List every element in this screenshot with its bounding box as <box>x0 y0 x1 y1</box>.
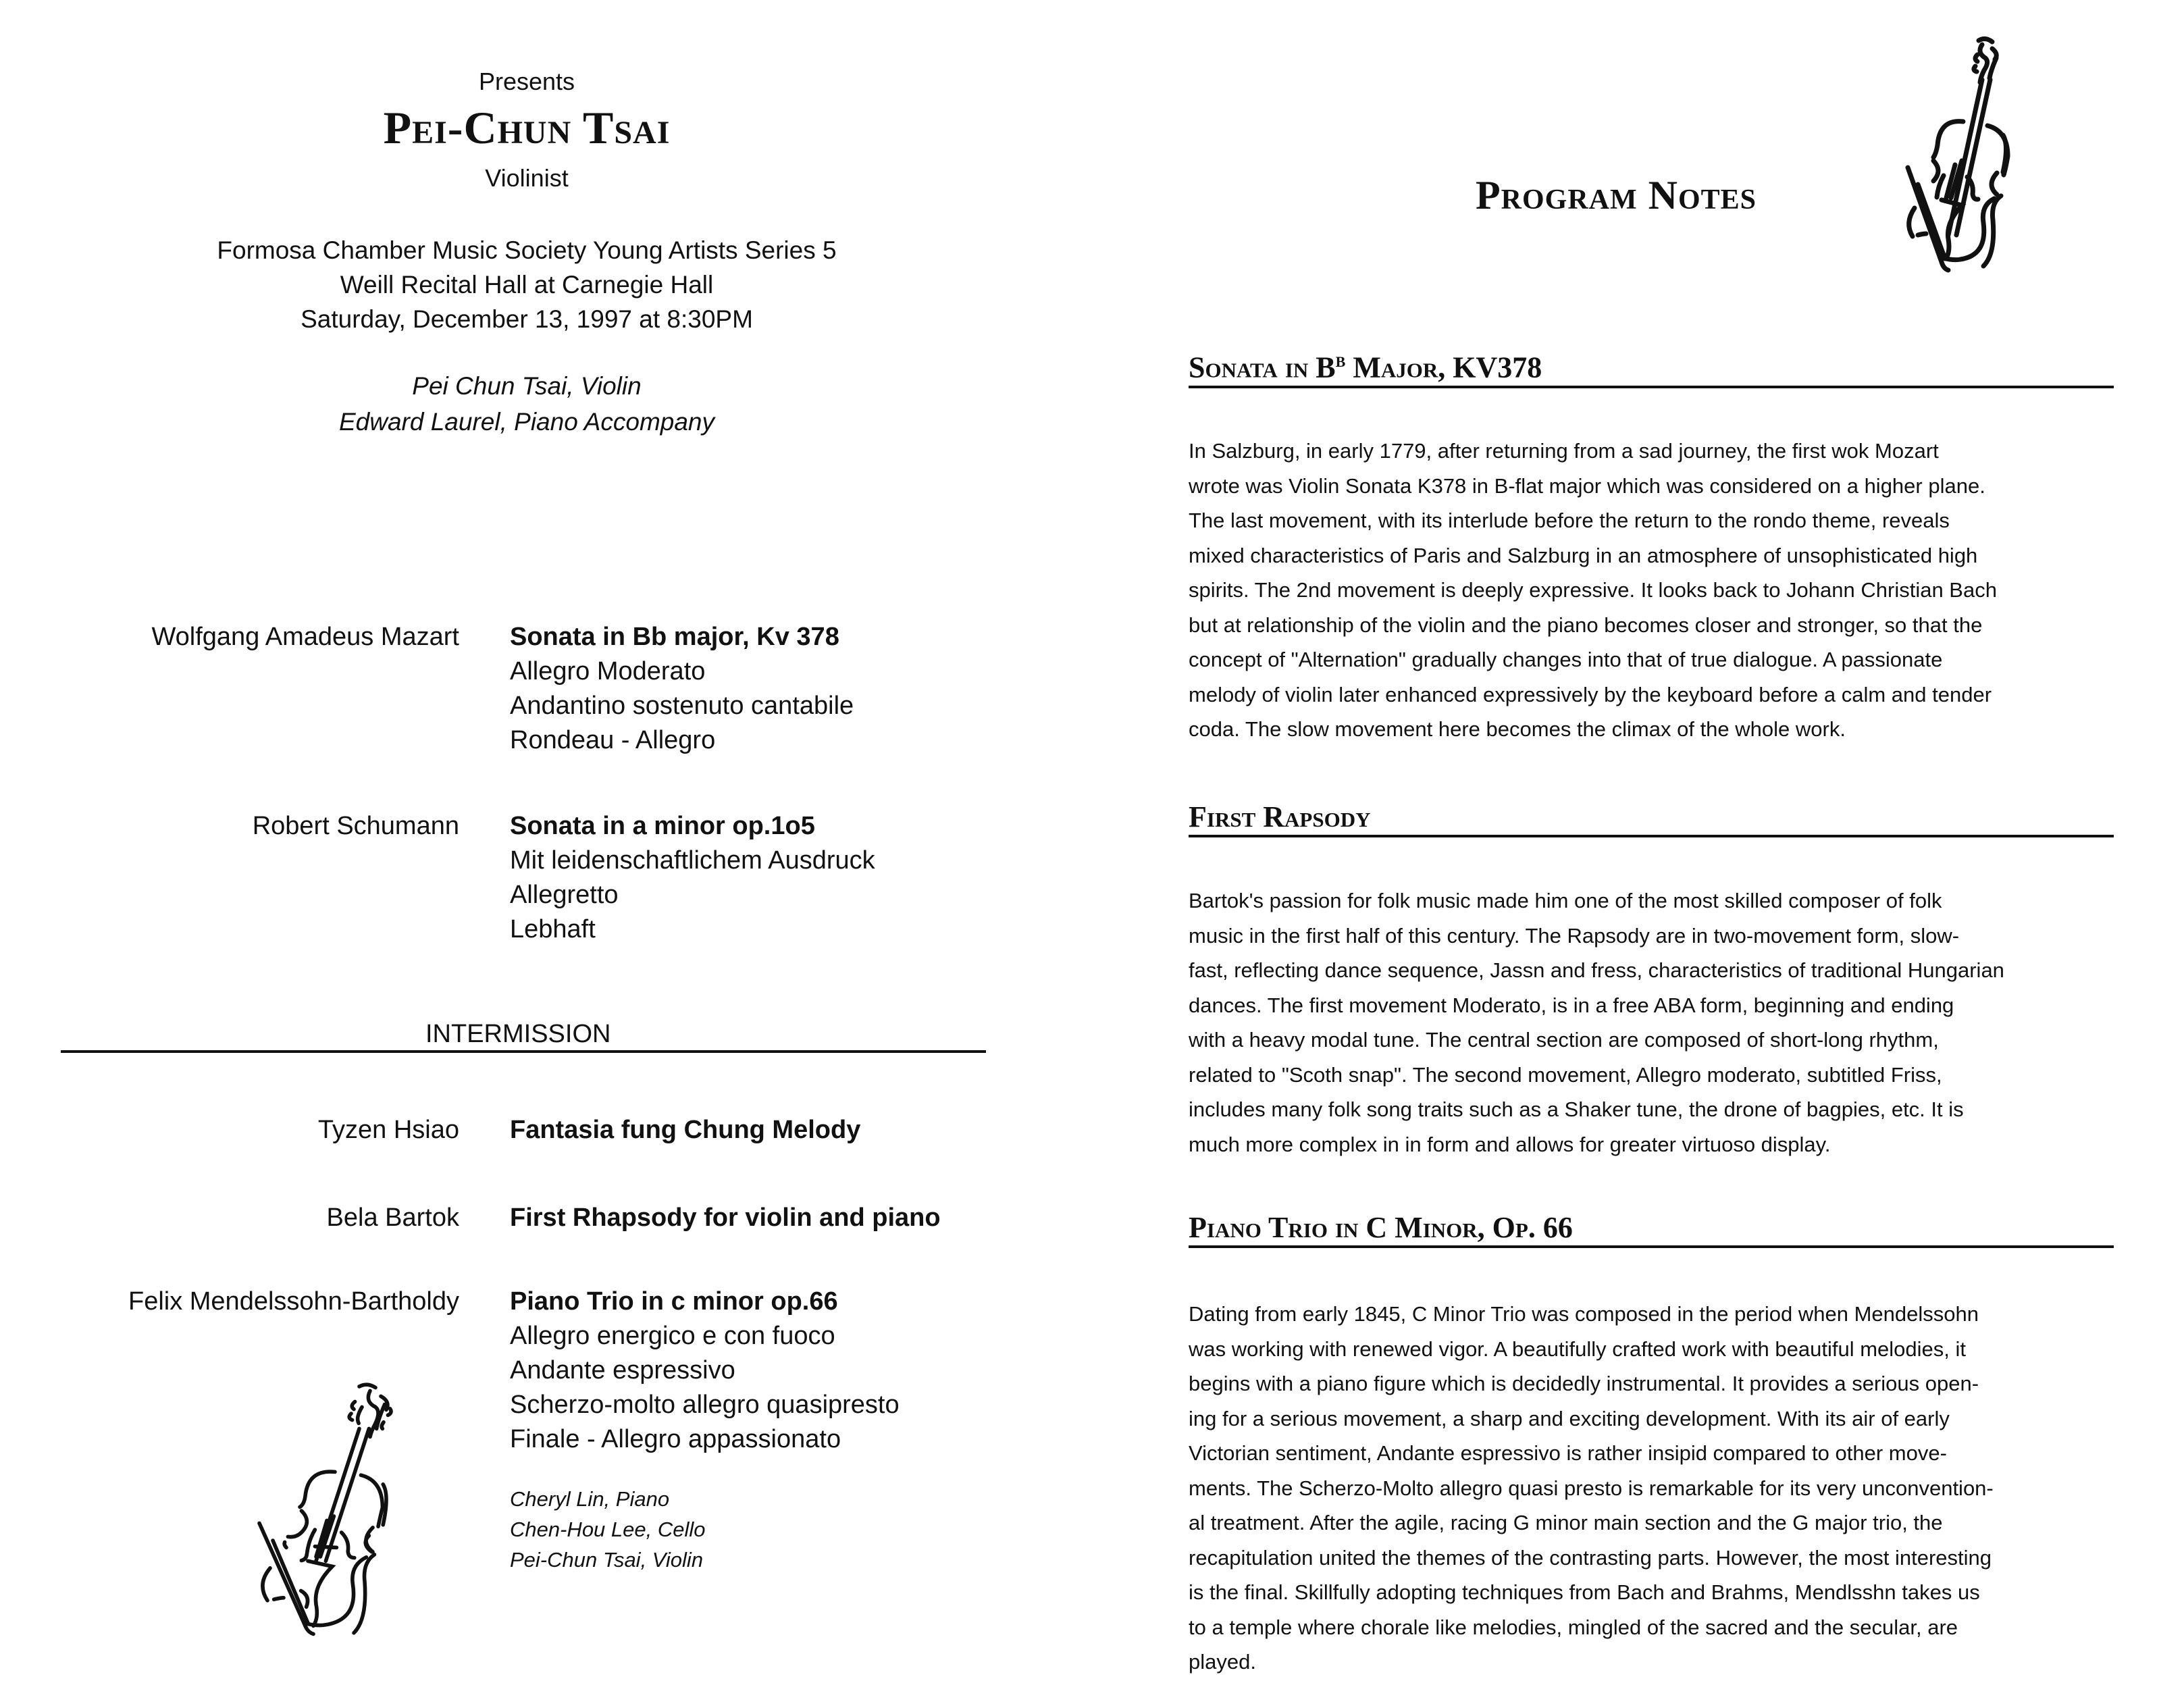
text-line: al treatment. After the agile, racing G minor main section and the G major trio, the <box>1189 1511 1943 1534</box>
program-notes-title: Program Notes <box>1476 173 1757 217</box>
heading-text: First Rapsody <box>1189 800 1371 833</box>
event-info <box>122 233 932 336</box>
work <box>510 1113 860 1147</box>
composer: Robert Schumann <box>252 812 459 840</box>
movement: Allegro Moderato <box>510 657 706 685</box>
ensemble <box>510 1484 900 1575</box>
text-line: mixed characteristics of Paris and Salzburg in an atmosphere of unsophisticated high <box>1189 543 1978 567</box>
performers <box>189 368 864 440</box>
notes-paragraph-piano-trio <box>1189 1297 2114 1680</box>
work-title: Sonata in Bb major, Kv 378 <box>510 623 839 651</box>
text-line: is the final. Skillfully adopting techniques from Bach and Brahms, Mendlsshn takes us <box>1189 1580 1980 1604</box>
event-date: Saturday, December 13, 1997 at 8:30PM <box>301 305 753 333</box>
text-line: recapitulation united the themes of the contrasting parts. However, the most interesting <box>1189 1545 1992 1570</box>
text-line: music in the first half of this century. The Rapsody are in two-movement form, slow- <box>1189 923 1960 948</box>
movement: Andantino sostenuto cantabile <box>510 692 854 720</box>
flat-superscript: b <box>1335 347 1346 371</box>
text-line: but at relationship of the violin and the piano becomes closer and stronger, so that the <box>1189 613 1983 637</box>
text-line: with a heavy modal tune. The central section are composed of short-long rhythm, <box>1189 1028 1939 1052</box>
artist-role: Violinist <box>485 164 569 192</box>
movement: Finale - Allegro appassionato <box>510 1425 841 1453</box>
movement: Scherzo-molto allegro quasipresto <box>510 1391 900 1419</box>
work <box>510 620 854 758</box>
movement: Andante espressivo <box>510 1356 735 1384</box>
text-line: coda. The slow movement here becomes the climax of the whole work. <box>1189 717 1846 741</box>
notes-heading-piano-trio <box>1189 1210 2114 1248</box>
work <box>510 809 875 947</box>
notes-heading-sonata <box>1189 342 2114 388</box>
text-line: spirits. The 2nd movement is deeply expressive. It looks back to Johann Christian Bach <box>1189 578 1997 602</box>
presents-label: Presents <box>478 68 575 95</box>
ensemble-member: Cheryl Lin, Piano <box>510 1487 670 1511</box>
heading-text: Major, KV378 <box>1345 351 1542 384</box>
text-line: much more complex in in form and allows for greater virtuoso display. <box>1189 1132 1831 1156</box>
movement: Allegro energico e con fuoco <box>510 1322 835 1350</box>
movement: Allegretto <box>510 881 619 909</box>
notes-paragraph-first-rapsody <box>1189 883 2114 1162</box>
text-line: was working with renewed vigor. A beautifully crafted work with beautiful melodies, it <box>1189 1337 1967 1361</box>
performer-violin: Pei Chun Tsai, Violin <box>412 372 642 400</box>
performer-piano: Edward Laurel, Piano Accompany <box>339 408 714 436</box>
text-line: Bartok's passion for folk music made him one of the most skilled composer of folk <box>1189 889 1942 912</box>
composer: Bela Bartok <box>326 1204 459 1232</box>
text-line: ments. The Scherzo-Molto allegro quasi presto is remarkable for its very unconvention- <box>1189 1476 1994 1500</box>
violin-icon <box>1881 32 2016 296</box>
text-line: concept of "Alternation" gradually changes into that of true dialogue. A passionate <box>1189 648 1943 671</box>
text-line: wrote was Violin Sonata K378 in B-flat major which was considered on a higher plane. <box>1189 473 1985 498</box>
event-venue: Weill Recital Hall at Carnegie Hall <box>340 271 714 299</box>
work-title: Fantasia fung Chung Melody <box>510 1116 861 1144</box>
movement: Lebhaft <box>510 915 596 943</box>
text-line: ing for a serious movement, a sharp and exciting development. With its air of early <box>1189 1406 1950 1430</box>
ensemble-member: Chen-Hou Lee, Cello <box>510 1518 706 1541</box>
intermission-label: INTERMISSION <box>425 1020 611 1048</box>
heading-text: Sonata in B <box>1189 351 1336 384</box>
notes-heading-first-rapsody <box>1189 800 2114 837</box>
movement: Rondeau - Allegro <box>510 726 716 754</box>
event-series: Formosa Chamber Music Society Young Artists Series 5 <box>217 236 837 264</box>
text-line: begins with a piano figure which is decidedly instrumental. It provides a serious open- <box>1189 1372 1979 1395</box>
text-line: In Salzburg, in early 1779, after returning from a sad journey, the first wok Mozart <box>1189 439 1939 463</box>
composer: Wolfgang Amadeus Mazart <box>151 623 459 651</box>
work-title: Sonata in a minor op.1o5 <box>510 812 815 840</box>
ensemble-member: Pei-Chun Tsai, Violin <box>510 1548 704 1572</box>
text-line: Dating from early 1845, C Minor Trio was composed in the period when Mendelssohn <box>1189 1302 1979 1326</box>
work <box>510 1285 900 1575</box>
composer: Tyzen Hsiao <box>317 1116 459 1144</box>
artist-name: Pei-Chun Tsai <box>383 102 671 153</box>
intermission-divider <box>61 1050 986 1053</box>
text-line: fast, reflecting dance sequence, Jassn and fress, characteristics of traditional Hungarian <box>1189 958 2004 982</box>
text-line: played. <box>1189 1650 1256 1674</box>
text-line: related to "Scoth snap". The second movement, Allegro moderato, subtitled Friss, <box>1189 1062 1942 1087</box>
movement: Mit leidenschaftlichem Ausdruck <box>510 846 875 875</box>
text-line: includes many folk song traits such as a Shaker tune, the drone of bagpies, etc. It is <box>1189 1097 1964 1121</box>
text-line: Victorian sentiment, Andante espressivo is rather insipid compared to other move- <box>1189 1441 1947 1465</box>
text-line: The last movement, with its interlude before the return to the rondo theme, reveals <box>1189 509 1950 532</box>
composer: Felix Mendelssohn-Bartholdy <box>128 1287 459 1316</box>
text-line: dances. The first movement Moderato, is in a free ABA form, beginning and ending <box>1189 993 1954 1017</box>
work-title: First Rhapsody for violin and piano <box>510 1204 941 1232</box>
text-line: melody of violin later enhanced expressively by the keyboard before a calm and tender <box>1189 682 1992 706</box>
work <box>510 1201 941 1235</box>
text-line: to a temple where chorale like melodies, mingled of the sacred and the secular, are <box>1189 1615 1958 1639</box>
notes-paragraph-sonata <box>1189 434 2114 747</box>
violin-icon <box>230 1347 446 1699</box>
heading-text: Piano Trio in C Minor, Op. 66 <box>1189 1211 1573 1244</box>
work-title: Piano Trio in c minor op.66 <box>510 1287 838 1316</box>
